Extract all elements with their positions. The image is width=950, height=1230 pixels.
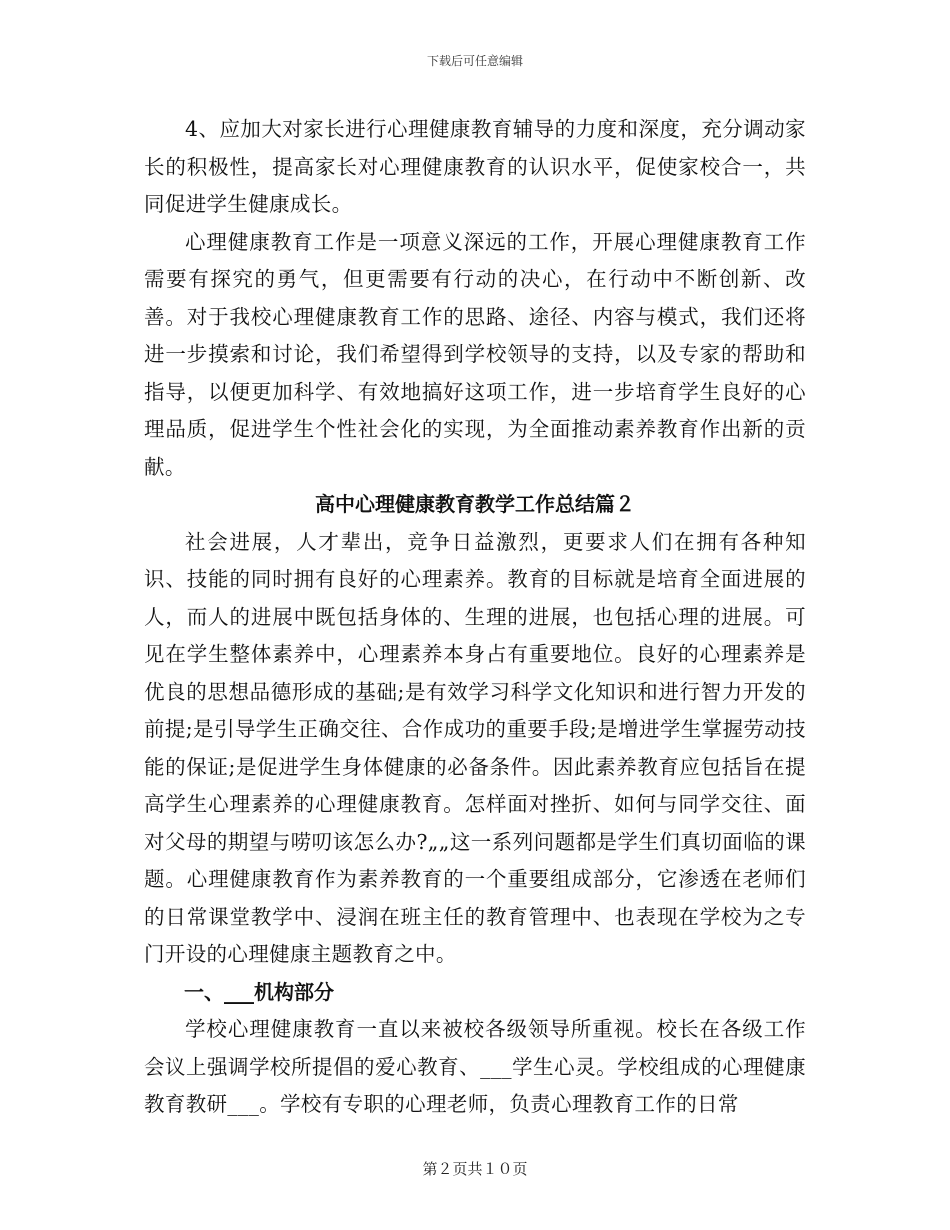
paragraph-conclusion: 心理健康教育工作是一项意义深远的工作，开展心理健康教育工作需要有探究的勇气，但更需要有行动的决心，在行动中不断创新、改善。对于我校心理健康教育工作的思路、途径、内容与模式，我们还将进一步摸索和讨论，我们希望得到学校领导的支持，以及专家的帮助和指导，以便更加科学、有效地搞好这项工作，进一步培育学生良好的心理品质，促进学生个性社会化的实现，为全面推动素养教育作出新的贡献。 xyxy=(144,229,806,479)
document-title: 高中心理健康教育教学工作总结篇２ xyxy=(315,492,635,516)
section-heading-organization: 一、___机构部分 xyxy=(184,979,334,1004)
paragraph-organization: 学校心理健康教育一直以来被校各级领导所重视。校长在各级工作会议上强调学校所提倡的爱心教育、___学生心灵。学校组成的心理健康教育教研___。学校有专职的心理老师，负责心理教育工作的日常 xyxy=(144,1017,806,1116)
paragraph-introduction: 社会进展，人才辈出，竞争日益激烈，更要求人们在拥有各种知识、技能的同时拥有良好的心理素养。教育的目标就是培育全面进展的人，而人的进展中既包括身体的、生理的进展，也包括心理的进展。可见在学生整体素养中，心理素养本身占有重要地位。良好的心理素养是优良的思想品德形成的基础;是有效学习科学文化知识和进行智力开发的前提;是引导学生正确交往、合作成功的重要手段;是增进学生掌握劳动技能的保证;是促进学生身体健康的必备条件。因此素养教育应包括旨在提高学生心理素养的心理健康教育。怎样面对挫折、如何与同学交往、面对父母的期望与唠叨该怎么办?„„这一系列问题都是学生们真切面临的课题。心理健康教育作为素养教育的一个重要组成部分，它渗透在老师们的日常课堂教学中、浸润在班主任的教育管理中、也表现在学校为之专门开设的心理健康主题教育之中。 xyxy=(144,529,806,966)
header-note: 下载后可任意编辑 xyxy=(426,54,523,68)
page-number: 第２页共１０页 xyxy=(422,1160,528,1178)
paragraph-parent-education: 4、应加大对家长进行心理健康教育辅导的力度和深度，充分调动家长的积极性，提高家长对心理健康教育的认识水平，促使家校合一，共同促进学生健康成长。 xyxy=(144,117,806,216)
document-body xyxy=(144,111,806,1124)
